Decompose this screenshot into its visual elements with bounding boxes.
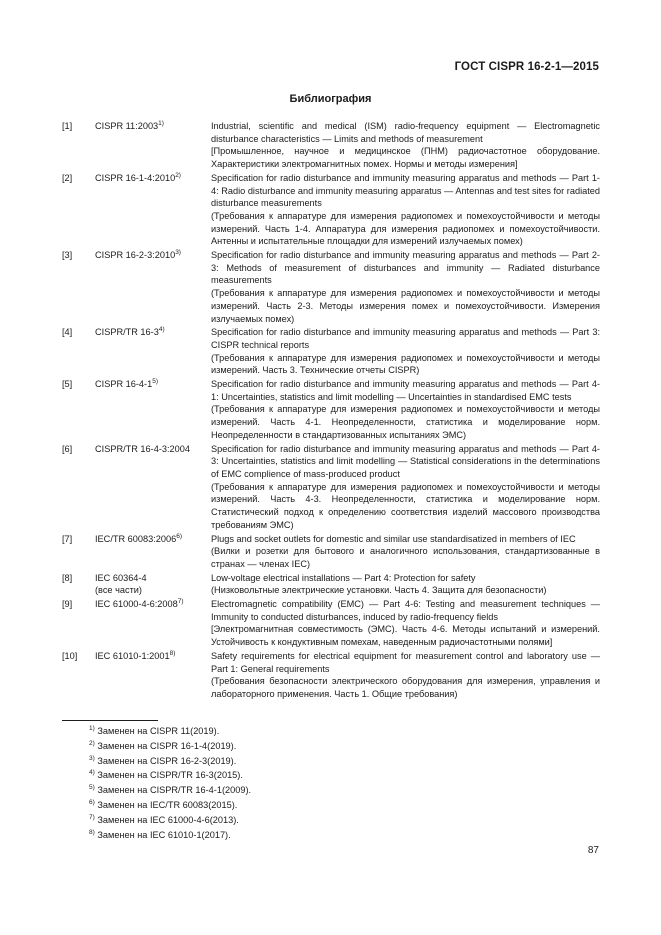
footnote-text: Заменен на CISPR/TR 16-3(2015). [97, 770, 243, 781]
footnote [89, 739, 251, 754]
reference-code-text: CISPR 16-4-1 [95, 379, 153, 390]
footnote [89, 768, 251, 783]
footnote-mark: 2) [89, 739, 95, 747]
reference-code [95, 598, 211, 611]
reference-code-text: CISPR 11:2003 [95, 121, 159, 131]
footnote [89, 828, 251, 843]
reference-body [211, 443, 600, 532]
footnote-mark: 5) [152, 378, 158, 385]
reference-translation: (Требования к аппаратуре для измерения радиопомех и помехоустойчивости и методы измерений. Часть 4-1. Неопределенности, статистика и моделирование норм. Неопределенности в стандартизованных испытаниях ЭМС) [211, 404, 600, 440]
reference-number: [7] [62, 533, 73, 544]
reference-code [95, 249, 211, 262]
footnote-mark: 5) [89, 784, 95, 792]
reference-body [211, 326, 600, 377]
reference-translation: (Вилки и розетки для бытового и аналогичного использования, стандартизованные в странах — членах IEC) [211, 546, 600, 569]
reference-entry [62, 598, 600, 649]
reference-code-note: (все части) [95, 585, 142, 596]
footnote-mark: 8) [169, 649, 176, 657]
footnote-mark: 3) [175, 248, 181, 256]
reference-number: [6] [62, 443, 73, 454]
reference-code-text: CISPR 16-1-4:2010 [95, 172, 176, 183]
footnote-mark: 6) [89, 798, 95, 806]
reference-body [211, 120, 600, 171]
reference-body [211, 598, 600, 649]
reference-entry [62, 378, 600, 442]
footnote [89, 754, 251, 769]
reference-translation: [Электромагнитная совместимость (ЭМС). Часть 4-6. Методы испытаний и измерений. Устойчивость к кондуктивным помехам, наведенным радиочастотными полями] [211, 624, 600, 648]
reference-entry [62, 120, 600, 171]
page-number: 87 [587, 845, 599, 856]
footnotes-list [89, 724, 251, 842]
reference-number: [1] [62, 121, 73, 131]
reference-title: Specification for radio disturbance and immunity measuring apparatus and methods — Part 2-3: Methods of measurement of disturbances and immunity — Radiated disturbance measurements [211, 250, 600, 286]
footnote-mark: 1) [89, 724, 95, 732]
reference-title: Plugs and socket outlets for domestic and similar use standardisatized in members of IEC [211, 533, 576, 544]
footnote-mark: 2) [175, 171, 181, 179]
reference-entry [62, 172, 600, 248]
reference-title: Specification for radio disturbance and immunity measuring apparatus and methods — Part 4-3: Uncertainties, statistics and limit modelling — Statistical considerations in the determinations of EMC complience of mass-produced product [211, 443, 600, 479]
reference-number: [2] [62, 172, 73, 183]
footnote-text: Заменен на CISPR 16-1-4(2019). [97, 740, 237, 751]
reference-body [211, 172, 600, 248]
footnote-mark: 4) [89, 769, 95, 777]
footnote [89, 798, 251, 813]
reference-body [211, 533, 600, 571]
bibliography-list [62, 120, 600, 702]
reference-title: Safety requirements for electrical equipment for measurement control and laboratory use — Part 1: General requirements [211, 650, 600, 674]
reference-code-text: CISPR/TR 16-4-3:2004 [95, 443, 190, 454]
reference-code [95, 572, 211, 597]
reference-title: Electromagnetic compatibility (EMC) — Part 4-6: Testing and measurement techniques — Immunity to conducted disturbances, induced by radio-frequency fields [211, 599, 600, 622]
reference-code [95, 650, 211, 663]
footnote-text: Заменен на IEC/TR 60083(2015). [97, 799, 238, 810]
reference-title: Specification for radio disturbance and immunity measuring apparatus and methods — Part 4-1: Uncertainties, statistics and limit modelling — Uncertainties in standardised EMC tests [211, 379, 600, 402]
reference-number: [4] [62, 327, 73, 338]
footnote-mark: 1) [158, 119, 164, 127]
reference-code [95, 326, 211, 339]
reference-code-text: IEC/TR 60083:2006 [95, 533, 177, 544]
footnote-mark: 6) [176, 532, 182, 540]
page-title: Библиография [289, 93, 372, 105]
reference-number: [3] [62, 250, 73, 261]
reference-translation: (Низковольтные электрические установки. Часть 4. Защита для безопасности) [211, 585, 547, 596]
reference-code [95, 533, 211, 546]
footnote-text: Заменен на IEC 61000-4-6(2013). [97, 814, 239, 825]
reference-body [211, 378, 600, 442]
reference-title: Specification for radio disturbance and immunity measuring apparatus and methods — Part 3: CISPR technical reports [211, 327, 600, 350]
reference-body [211, 249, 600, 325]
footnote-mark: 4) [158, 326, 165, 334]
reference-entry [62, 650, 600, 701]
reference-entry [62, 326, 600, 377]
reference-entry [62, 572, 600, 597]
reference-translation: (Требования безопасности электрического оборудования для измерения, управления и лабораторного применения. Часть 1. Общие требования) [211, 676, 600, 699]
reference-code-text: IEC 61010-1:2001 [95, 650, 170, 661]
reference-translation: [Промышленное, научное и медицинское (ПНМ) радиочастотное оборудование. Характеристики электромагнитных помех. Нормы и методы измерения] [211, 146, 600, 170]
footnote-mark: 7) [177, 597, 184, 605]
reference-title: Specification for radio disturbance and immunity measuring apparatus and methods — Part 1-4: Radio disturbance and immunity measuring apparatus — Antennas and test sites for radiated disturbance measurements [211, 172, 600, 209]
reference-translation: (Требования к аппаратуре для измерения радиопомех и помехоустойчивости и методы измерений. Часть 2-3. Методы измерения помех и помехоустойчивости. Измерения излучаемых помех) [211, 288, 600, 324]
reference-translation: (Требования к аппаратуре для измерения радиопомех и помехоустойчивости и методы измерений. Часть 3. Технические отчеты CISPR) [211, 352, 600, 376]
reference-code-text: CISPR 16-2-3:2010 [95, 250, 176, 261]
footnote-text: Заменен на IEC 61010-1(2017). [97, 829, 231, 840]
footnote-text: Заменен на CISPR/TR 16-4-1(2009). [97, 785, 252, 796]
reference-translation: (Требования к аппаратуре для измерения радиопомех и помехоустойчивости и методы измерений. Часть 4-3. Неопределенности, статистика и моделирование норм. Статистический подход к определению соответствия изделий массового производства требованиям ЭМС) [211, 481, 600, 530]
reference-number: [8] [62, 572, 73, 583]
reference-entry [62, 443, 600, 532]
reference-entry [62, 249, 600, 325]
reference-code-text: IEC 60364-4 [95, 572, 147, 583]
footnote [89, 783, 251, 798]
reference-title: Industrial, scientific and medical (ISM) radio-frequency equipment — Electromagnetic disturbance characteristics — Limits and methods of measurement [211, 121, 600, 144]
footnote-mark: 7) [89, 813, 95, 821]
reference-title: Low-voltage electrical installations — Part 4: Protection for safety [211, 572, 476, 583]
footnote-mark: 3) [89, 754, 95, 762]
footnote-text: Заменен на CISPR 11(2019). [97, 726, 220, 736]
footnote [89, 813, 251, 828]
reference-code [95, 378, 211, 391]
reference-code [95, 120, 211, 133]
reference-entry [62, 533, 600, 571]
reference-body [211, 650, 600, 701]
reference-number: [9] [62, 599, 73, 610]
footnote [89, 724, 251, 739]
reference-number: [10] [62, 650, 78, 661]
reference-number: [5] [62, 379, 73, 390]
reference-code-text: CISPR/TR 16-3 [95, 327, 159, 338]
footnote-mark: 8) [89, 828, 95, 836]
reference-code-text: IEC 61000-4-6:2008 [95, 599, 178, 610]
footnote-text: Заменен на CISPR 16-2-3(2019). [97, 755, 237, 766]
reference-code [95, 172, 211, 185]
reference-translation: (Требования к аппаратуре для измерения радиопомех и помехоустойчивости и методы измерений. Часть 1-4. Аппаратура для измерения радиопомех и помехоустойчивости. Антенны и испытательные площадки для измерений излучаемых помех) [211, 210, 600, 247]
footnote-divider [62, 720, 158, 721]
reference-code [95, 443, 211, 456]
standard-designation: ГОСТ CISPR 16-2-1—2015 [454, 61, 599, 73]
reference-body [211, 572, 600, 597]
